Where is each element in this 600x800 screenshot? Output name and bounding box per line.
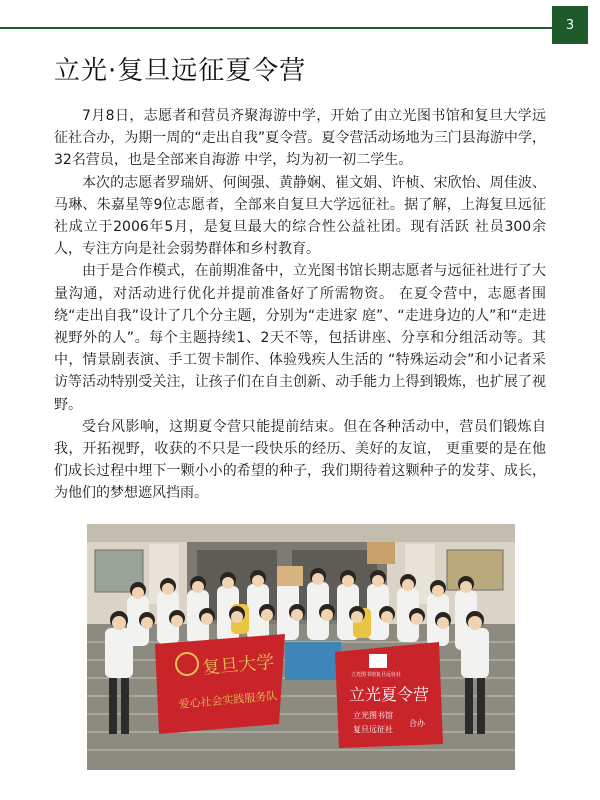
camp-banner-line3: 合办 <box>409 719 425 728</box>
camp-banner-title: 立光夏令营 <box>349 685 430 704</box>
fudan-banner <box>155 634 285 734</box>
article-title: 立光·复旦远征夏令营 <box>54 56 307 86</box>
page-number: 3 <box>565 17 575 33</box>
held-sign <box>367 542 395 564</box>
building-eave <box>87 524 515 542</box>
article-body <box>54 105 546 505</box>
summer-camp-banner <box>335 642 443 748</box>
camp-banner-line2: 复旦远征社 <box>353 725 393 734</box>
paragraph-4: 受台风影响，这期夏令营只能提前结束。但在各种活动中，营员们锻炼自我，开拓视野，收获的不只是一段快乐的经历、美好的友谊， 更重要的是在他们成长过程中埋下一颗小小的希望的种子，我们期待着这颗种子的发芽、成长，为他们的梦想遮风挡雨。 <box>54 418 546 502</box>
paragraph-2: 本次的志愿者罗瑞妍、何闽强、黄静娴、崔文娟、许桢、宋欣怡、周佳波、马琳、朱嘉星等9位志愿者，全部来自复旦大学远征社。据了解，上海复旦远征社成立于2006年5月，是复旦最大的综合性公益社团。现有活跃 社员300余人，专注方向是社会弱势群体和乡村教育。 <box>54 174 546 258</box>
notice-board-right <box>447 550 503 590</box>
paragraph-3: 由于是合作模式，在前期准备中，立光图书馆长期志愿者与远征社进行了大量沟通，对活动进行优化并提前准备好了所需物资。 在夏令营中，志愿者围绕“走出自我”设计了几个分主题，分别为“走进家 庭”、“走进身边的人”和“走进视野外的人”。每个主题持续1、2天不等，包括讲座、分享和分组活动等。其中，情景剧表演、手工贺卡制作、体验残疾人生活的 “特殊运动会”和小记者采访等活动特别受关注，让孩子们在自主创新、动手能力上得到锻炼，也扩展了视野。 <box>54 263 546 413</box>
group-photo <box>87 524 515 770</box>
page-number-badge <box>552 6 588 44</box>
held-sign-2 <box>277 566 303 586</box>
camp-banner-line1: 立光图书馆 <box>353 711 393 720</box>
blue-banner <box>285 642 341 680</box>
camp-logo <box>369 654 387 668</box>
fudan-banner-text: 复旦大学 <box>201 651 276 679</box>
paragraph-1: 7月8日，志愿者和营员齐聚海游中学，开始了由立光图书馆和复旦大学远征社合办，为期一周的“走出自我”夏令营。夏令营活动场地为三门县海游中学，32名营员，也是全部来自海游 中学，均为初一初二学生。 <box>54 108 546 169</box>
camp-banner-header: 立光图书馆复旦远征社 <box>351 672 402 678</box>
header-rule <box>0 27 552 29</box>
fudan-banner-subtext: 爱心社会实践服务队 <box>178 689 278 711</box>
